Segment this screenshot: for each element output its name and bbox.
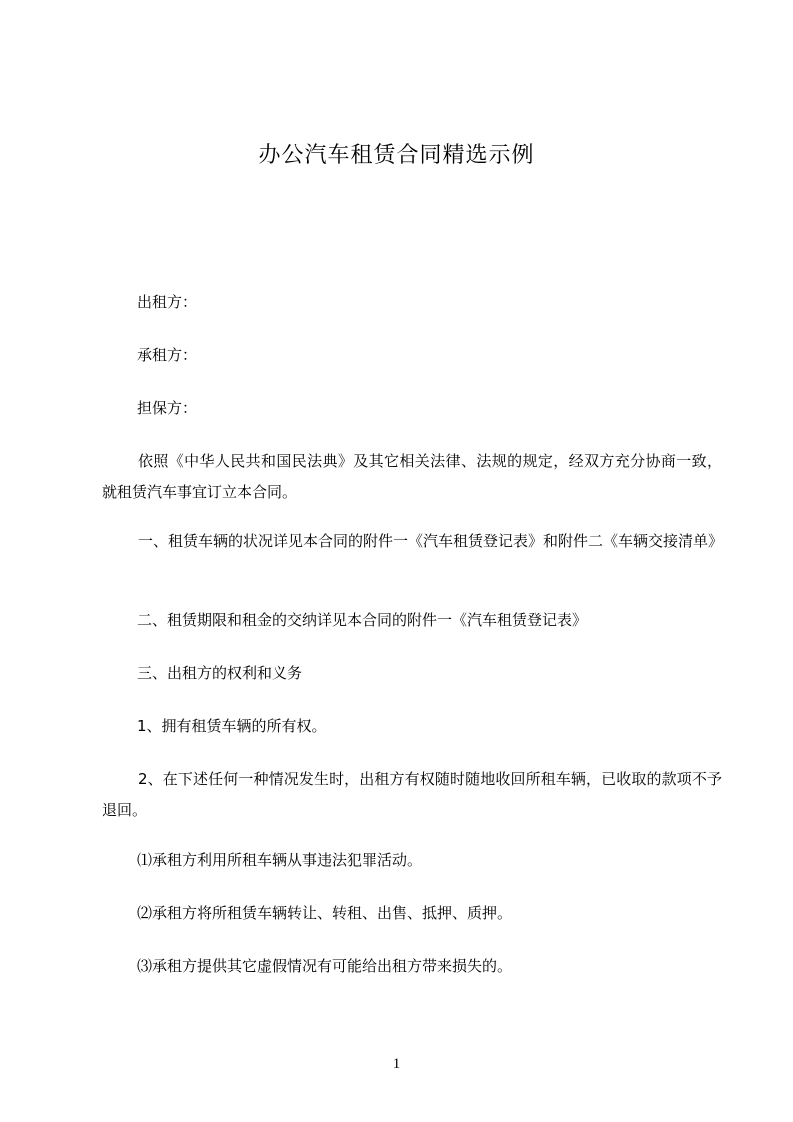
guarantor-label: 担保方： bbox=[137, 399, 198, 417]
sub-item-3: ⑶承租方提供其它虚假情况有可能给出租方带来损失的。 bbox=[137, 957, 513, 975]
preamble-paragraph: 依照《中华人民共和国民法典》及其它相关法律、法规的规定，经双方充分协商一致，就租赁汽车事宜订立本合同。 bbox=[102, 452, 722, 501]
sub-item-2: ⑵承租方将所租赁车辆转让、转租、出售、抵押、质押。 bbox=[137, 904, 513, 922]
lessee-label: 承租方： bbox=[137, 346, 198, 364]
page-number: 1 bbox=[392, 1056, 401, 1072]
item-2-paragraph: 2、在下述任何一种情况发生时，出租方有权随时随地收回所租车辆，已收取的款项不予退回。 bbox=[102, 770, 722, 819]
item-1-paragraph: 1、拥有租赁车辆的所有权。 bbox=[137, 717, 327, 735]
clause-3-heading: 三、出租方的权利和义务 bbox=[137, 664, 303, 682]
clause-1-paragraph: 一、租赁车辆的状况详见本合同的附件一《汽车租赁登记表》和附件二《车辆交接清单》 bbox=[138, 532, 724, 550]
clause-2-paragraph: 二、租赁期限和租金的交纳详见本合同的附件一《汽车租赁登记表》 bbox=[137, 611, 588, 629]
sub-item-1: ⑴承租方利用所租车辆从事违法犯罪活动。 bbox=[137, 851, 423, 869]
lessor-label: 出租方： bbox=[137, 293, 198, 311]
document-title: 办公汽车租赁合同精选示例 bbox=[258, 143, 535, 168]
